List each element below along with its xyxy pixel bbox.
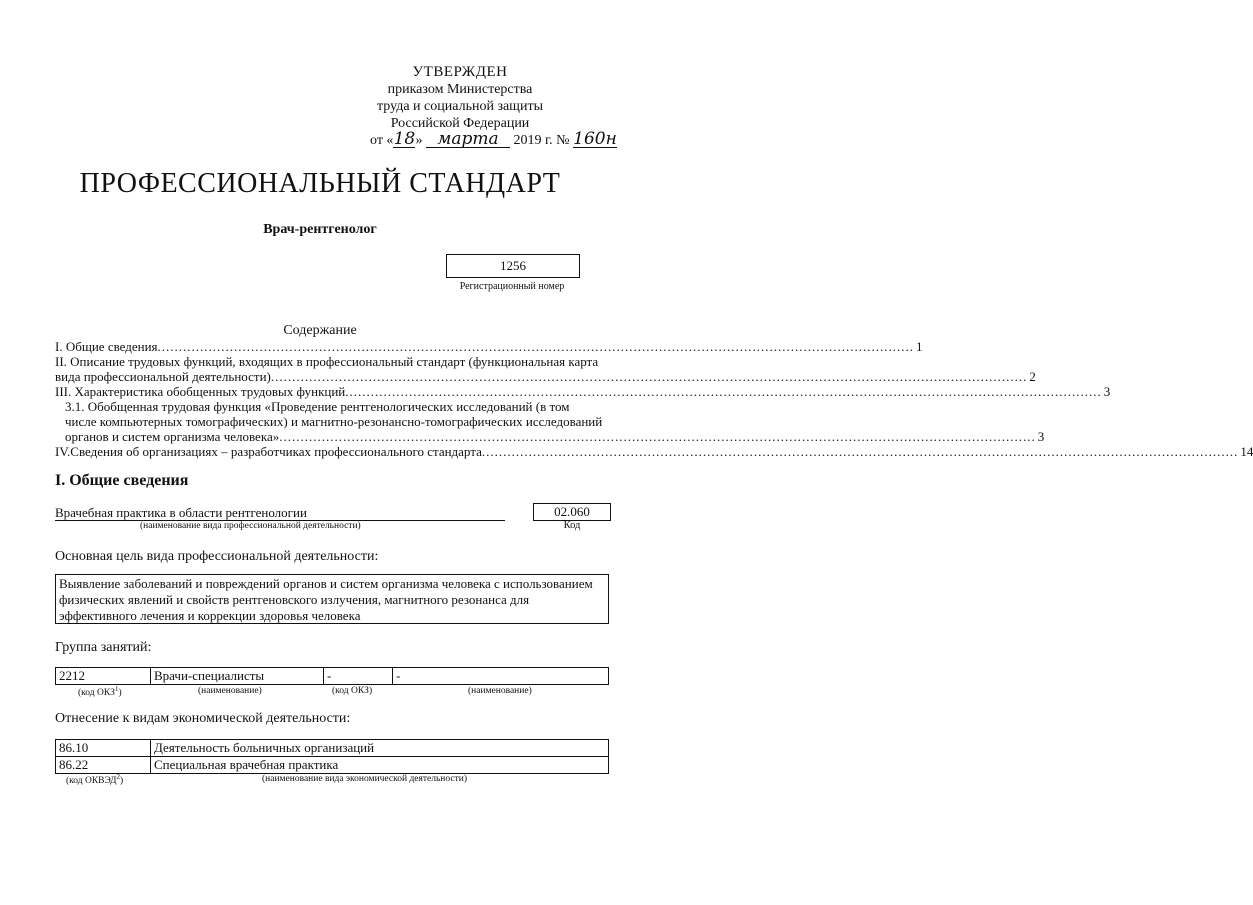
approval-block <box>330 64 590 132</box>
economic-activity-table <box>55 739 609 774</box>
order-year: 2019 г. № <box>513 133 570 148</box>
caption-text: ) <box>118 688 122 699</box>
okved-code-caption <box>66 773 123 786</box>
table-row <box>56 757 609 774</box>
order-from-prefix: от « <box>370 133 394 148</box>
approval-line-1: приказом Министерства <box>387 82 533 97</box>
toc-item-text: I. Общие сведения <box>55 339 158 354</box>
okz-code-caption <box>78 685 122 698</box>
order-date-line <box>370 129 617 149</box>
activity-caption: (наименование вида профессиональной деятельности) <box>140 521 361 531</box>
okz-code-cell: 2212 <box>56 668 151 685</box>
caption-text: (код ОКЗ <box>78 688 115 699</box>
order-quote-close: » <box>415 133 423 148</box>
activity-code-caption: Код <box>563 520 581 531</box>
toc-item-page: 3 <box>1103 384 1111 399</box>
okz-code-caption-2: (код ОКЗ) <box>332 686 373 696</box>
toc-leader-dots: .................................................................................................................................................................................. <box>270 369 1028 384</box>
toc-heading: Содержание <box>283 323 357 338</box>
table-of-contents <box>55 339 1253 459</box>
occupation-group-label: Группа занятий: <box>55 640 152 655</box>
activity-name: Врачебная практика в области рентгенологии <box>55 505 505 521</box>
registration-number-box: 1256 <box>446 254 580 278</box>
toc-item-text: органов и систем организма человека» <box>65 429 280 444</box>
toc-leader-dots: .................................................................................................................................................................................. <box>157 339 915 354</box>
toc-item-page: 3 <box>1037 429 1045 444</box>
toc-item-text: числе компьютерных томографических) и магнитно-резонансно-томографических исследований <box>65 414 603 429</box>
toc-item[interactable] <box>55 384 1111 399</box>
order-month: марта <box>426 132 510 148</box>
okved-name-cell: Специальная врачебная практика <box>151 757 609 774</box>
okved-name-cell: Деятельность больничных организаций <box>151 740 609 757</box>
toc-leader-dots: .................................................................................................................................................................................. <box>481 444 1239 459</box>
okz-code-cell: - <box>324 668 393 685</box>
section-heading: I. Общие сведения <box>55 472 189 489</box>
toc-item-text: II. Описание трудовых функций, входящих в профессиональный стандарт (функциональная карта <box>55 354 599 369</box>
toc-item-text: 3.1. Обобщенная трудовая функция «Проведение рентгенологических исследований (в том <box>65 399 570 414</box>
activity-code-box: 02.060 <box>533 503 611 521</box>
toc-item-text: вида профессиональной деятельности) <box>55 369 271 384</box>
toc-item-text: IV.Сведения об организациях – разработчиках профессионального стандарта <box>55 444 482 459</box>
footnote-mark: 1 <box>114 685 119 693</box>
toc-leader-dots: .................................................................................................................................................................................. <box>345 384 1102 399</box>
table-row <box>56 668 609 685</box>
approval-line-3: Российской Федерации <box>390 116 530 131</box>
approval-heading: УТВЕРЖДЕН <box>412 64 508 80</box>
occupation-name-caption: (наименование) <box>198 686 262 696</box>
toc-item[interactable] <box>55 354 1036 384</box>
document-subtitle: Врач-рентгенолог <box>263 222 377 237</box>
okved-name-caption: (наименование вида экономической деятельности) <box>262 774 467 784</box>
toc-leader-dots: .................................................................................................................................................................................. <box>279 429 1036 444</box>
caption-text: (код ОКВЭД <box>66 776 117 787</box>
footnote-mark: 2 <box>116 773 120 781</box>
occupation-name-cell: - <box>393 668 609 685</box>
toc-item-page: 1 <box>916 339 923 354</box>
okved-code-cell: 86.22 <box>56 757 151 774</box>
toc-item-page: 2 <box>1029 369 1036 384</box>
table-row <box>56 740 609 757</box>
occupation-name-caption-2: (наименование) <box>468 686 532 696</box>
toc-item[interactable] <box>55 339 923 354</box>
document-title: ПРОФЕССИОНАЛЬНЫЙ СТАНДАРТ <box>79 168 561 199</box>
toc-item[interactable] <box>55 444 1253 459</box>
economic-activity-label: Отнесение к видам экономической деятельности: <box>55 711 351 726</box>
order-day: 18 <box>393 129 416 149</box>
occupation-name-cell: Врачи-специалисты <box>151 668 324 685</box>
toc-item[interactable] <box>55 399 1045 444</box>
goal-label: Основная цель вида профессиональной деятельности: <box>55 549 379 564</box>
toc-item-text: III. Характеристика обобщенных трудовых функций <box>55 384 346 399</box>
goal-text-box: Выявление заболеваний и повреждений органов и систем организма человека с использованием физических явлений и свойств рентгеновского излучения, магнитного резонанса для эффективного лечения и коррекции здоровья человека <box>55 574 609 624</box>
caption-text: ) <box>119 776 124 787</box>
okved-code-cell: 86.10 <box>56 740 151 757</box>
order-number: 160н <box>573 129 617 149</box>
approval-line-2: труда и социальной защиты <box>377 99 543 114</box>
occupation-group-table <box>55 667 609 685</box>
toc-item-page: 14 <box>1240 444 1253 459</box>
registration-number-label: Регистрационный номер <box>459 281 565 292</box>
